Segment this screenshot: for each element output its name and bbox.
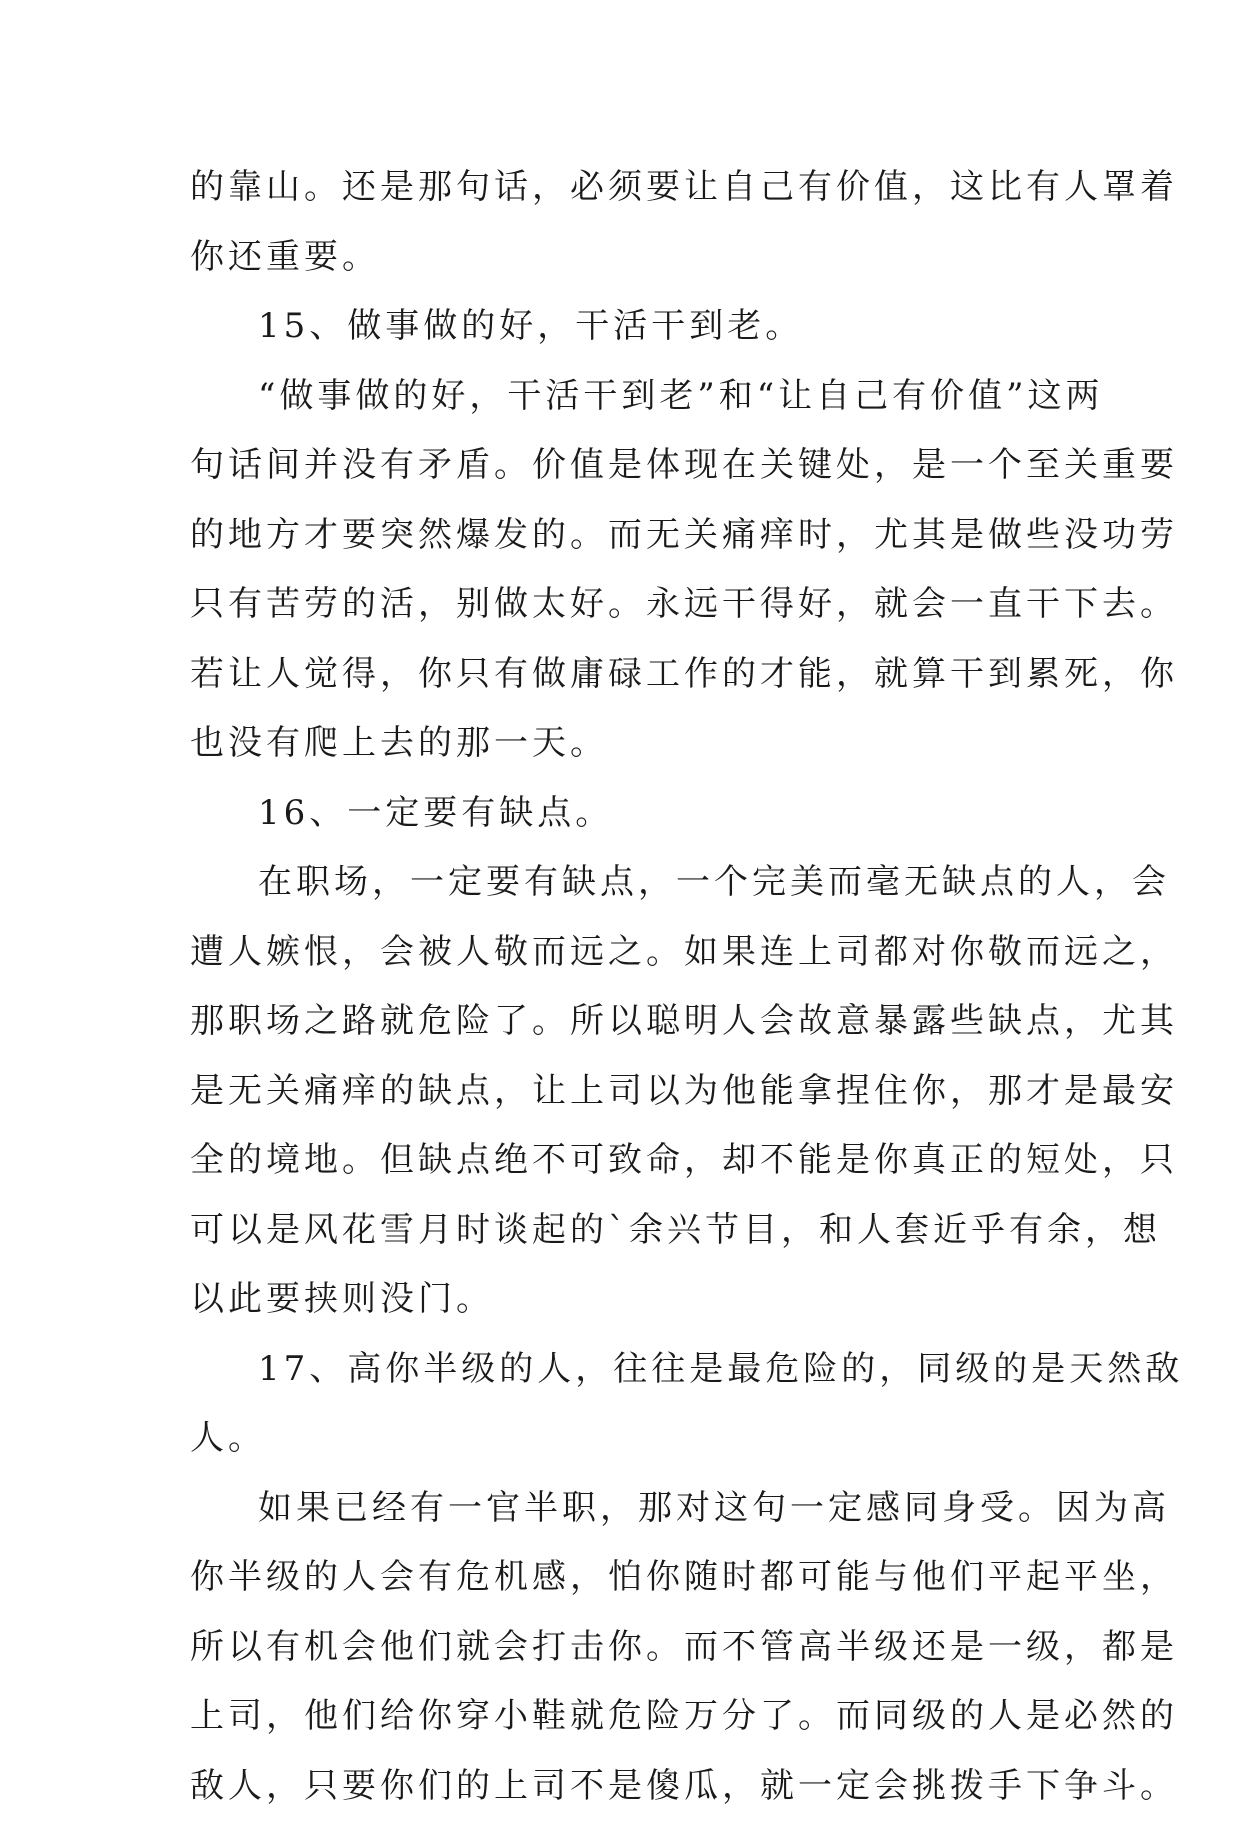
text-line: 如果已经有一官半职，那对这句一定感同身受。因为高 <box>190 1474 1060 1544</box>
text-line: 若让人觉得，你只有做庸碌工作的才能，就算干到累死，你 <box>190 640 1060 710</box>
text-line: 句话间并没有矛盾。价值是体现在关键处，是一个至关重要 <box>190 431 1060 501</box>
text-line: 你半级的人会有危机感，怕你随时都可能与他们平起平坐， <box>190 1543 1060 1613</box>
text-line: 你还重要。 <box>190 223 1060 293</box>
text-line: 也没有爬上去的那一天。 <box>190 709 1060 779</box>
text-line: 遭人嫉恨，会被人敬而远之。如果连上司都对你敬而远之， <box>190 918 1060 988</box>
section-heading-15: 15、做事做的好，干活干到老。 <box>190 292 1060 362</box>
text-line: 以此要挟则没门。 <box>190 1265 1060 1335</box>
text-line: “做事做的好，干活干到老”和“让自己有价值”这两 <box>190 362 1060 432</box>
text-line: 所以有机会他们就会打击你。而不管高半级还是一级，都是 <box>190 1613 1060 1683</box>
section-heading-17: 17、高你半级的人，往往是最危险的，同级的是天然敌 <box>190 1335 1060 1405</box>
text-line: 只有苦劳的活，别做太好。永远干得好，就会一直干下去。 <box>190 570 1060 640</box>
section-heading-16: 16、一定要有缺点。 <box>190 779 1060 849</box>
text-line: 是无关痛痒的缺点，让上司以为他能拿捏住你，那才是最安 <box>190 1057 1060 1127</box>
text-line: 敌人，只要你们的上司不是傻瓜，就一定会挑拨手下争斗。 <box>190 1752 1060 1821</box>
body-text <box>190 153 1060 1821</box>
text-line: 可以是风花雪月时谈起的`余兴节目，和人套近乎有余，想 <box>190 1196 1060 1266</box>
text-line: 那职场之路就危险了。所以聪明人会故意暴露些缺点，尤其 <box>190 987 1060 1057</box>
text-line: 的靠山。还是那句话，必须要让自己有价值，这比有人罩着 <box>190 153 1060 223</box>
text-line: 上司，他们给你穿小鞋就危险万分了。而同级的人是必然的 <box>190 1682 1060 1752</box>
text-line: 人。 <box>190 1404 1060 1474</box>
text-line: 全的境地。但缺点绝不可致命，却不能是你真正的短处，只 <box>190 1126 1060 1196</box>
text-line: 在职场，一定要有缺点，一个完美而毫无缺点的人，会 <box>190 848 1060 918</box>
text-line: 的地方才要突然爆发的。而无关痛痒时，尤其是做些没功劳 <box>190 501 1060 571</box>
